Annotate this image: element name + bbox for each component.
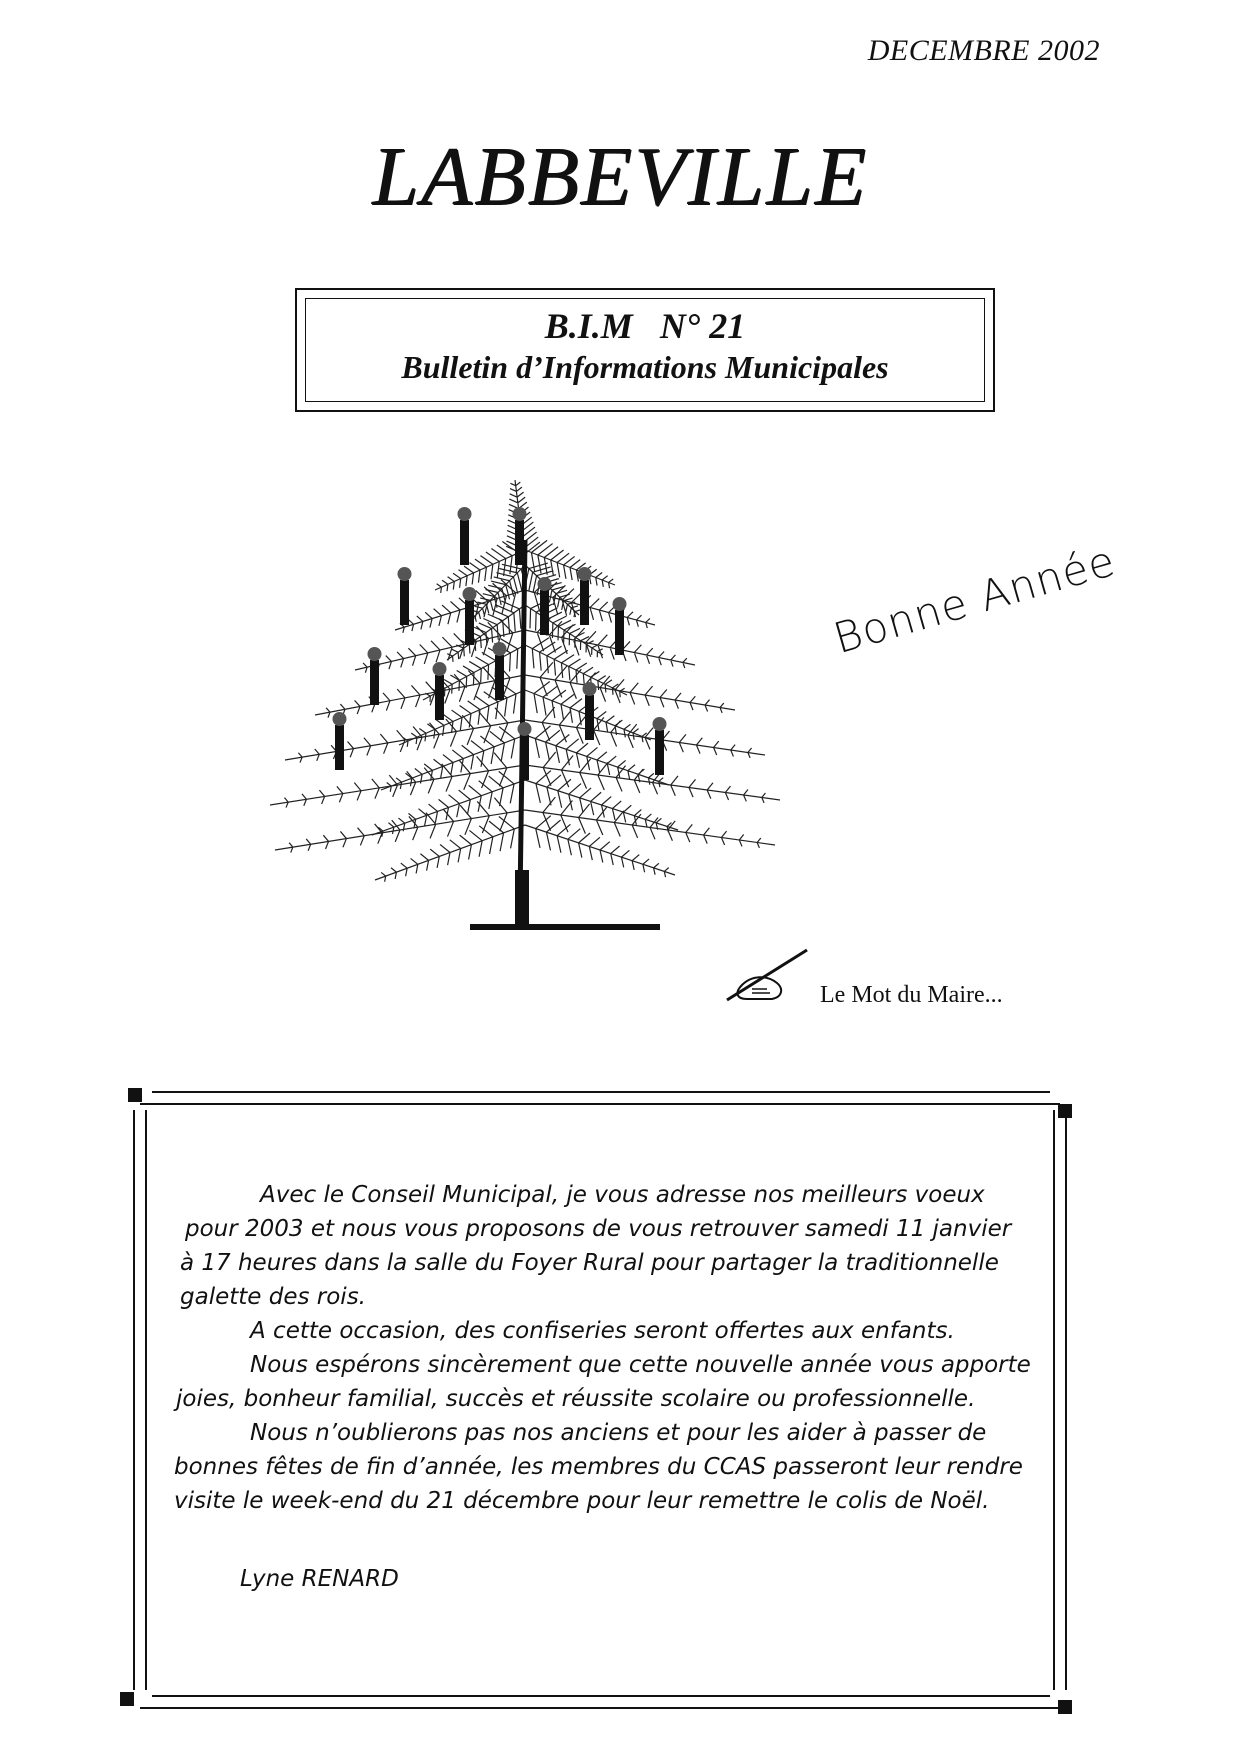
candle (335, 725, 344, 770)
candle (400, 580, 409, 625)
writing-hand-icon (722, 945, 812, 1005)
candle (465, 600, 474, 645)
message-line: Nous n’oublierons pas nos anciens et pour les aider à passer de (250, 1420, 987, 1446)
candle-flame (333, 712, 347, 726)
message-line: Nous espérons sincèrement que cette nouvelle année vous apporte (250, 1352, 1031, 1378)
candle (435, 675, 444, 720)
candle (540, 590, 549, 635)
bulletin-number: B.I.M N° 21 (544, 306, 746, 346)
candle-flame (513, 507, 527, 521)
candle (515, 520, 524, 565)
candle-flame (433, 662, 447, 676)
tree-trunk-base (515, 870, 529, 925)
candle (615, 610, 624, 655)
candle (370, 660, 379, 705)
issue-date: DECEMBRE 2002 (867, 34, 1100, 67)
bulletin-title-box (295, 288, 995, 412)
candle (495, 655, 504, 700)
message-line: à 17 heures dans la salle du Foyer Rural pour partager la traditionnelle (180, 1250, 999, 1276)
message-line: pour 2003 et nous vous proposons de vous retrouver samedi 11 janvier (185, 1216, 1012, 1242)
bulletin-title-inner-frame (305, 298, 985, 402)
greeting-handwritten: Bonne Année (828, 535, 1121, 664)
candle-flame (583, 682, 597, 696)
candle-flame (493, 642, 507, 656)
message-line: joies, bonheur familial, succès et réussite scolaire ou professionnelle. (176, 1386, 976, 1412)
candle-flame (578, 567, 592, 581)
bulletin-subtitle: Bulletin d’Informations Municipales (401, 349, 889, 385)
message-line: galette des rois. (180, 1284, 366, 1310)
candle (520, 735, 529, 780)
candle-flame (368, 647, 382, 661)
mayor-signature: Lyne RENARD (240, 1566, 399, 1592)
candle-flame (613, 597, 627, 611)
candle (460, 520, 469, 565)
candle-flame (398, 567, 412, 581)
message-line: Avec le Conseil Municipal, je vous adresse nos meilleurs voeux (260, 1182, 985, 1208)
candle-flame (463, 587, 477, 601)
candle-flame (518, 722, 532, 736)
tree-trunk (520, 540, 525, 900)
message-line: A cette occasion, des confiseries seront offertes aux enfants. (250, 1318, 955, 1344)
message-line: visite le week-end du 21 décembre pour leur remettre le colis de Noël. (174, 1488, 990, 1514)
page-title: LABBEVILLE (372, 130, 868, 223)
candle (580, 580, 589, 625)
candle-flame (653, 717, 667, 731)
message-line: bonnes fêtes de fin d’année, les membres du CCAS passeront leur rendre (174, 1454, 1023, 1480)
candle (585, 695, 594, 740)
mayor-word-heading: Le Mot du Maire... (820, 982, 1003, 1008)
candle-flame (458, 507, 472, 521)
christmas-tree-illustration (270, 480, 790, 960)
candle-flame (538, 577, 552, 591)
candle (655, 730, 664, 775)
